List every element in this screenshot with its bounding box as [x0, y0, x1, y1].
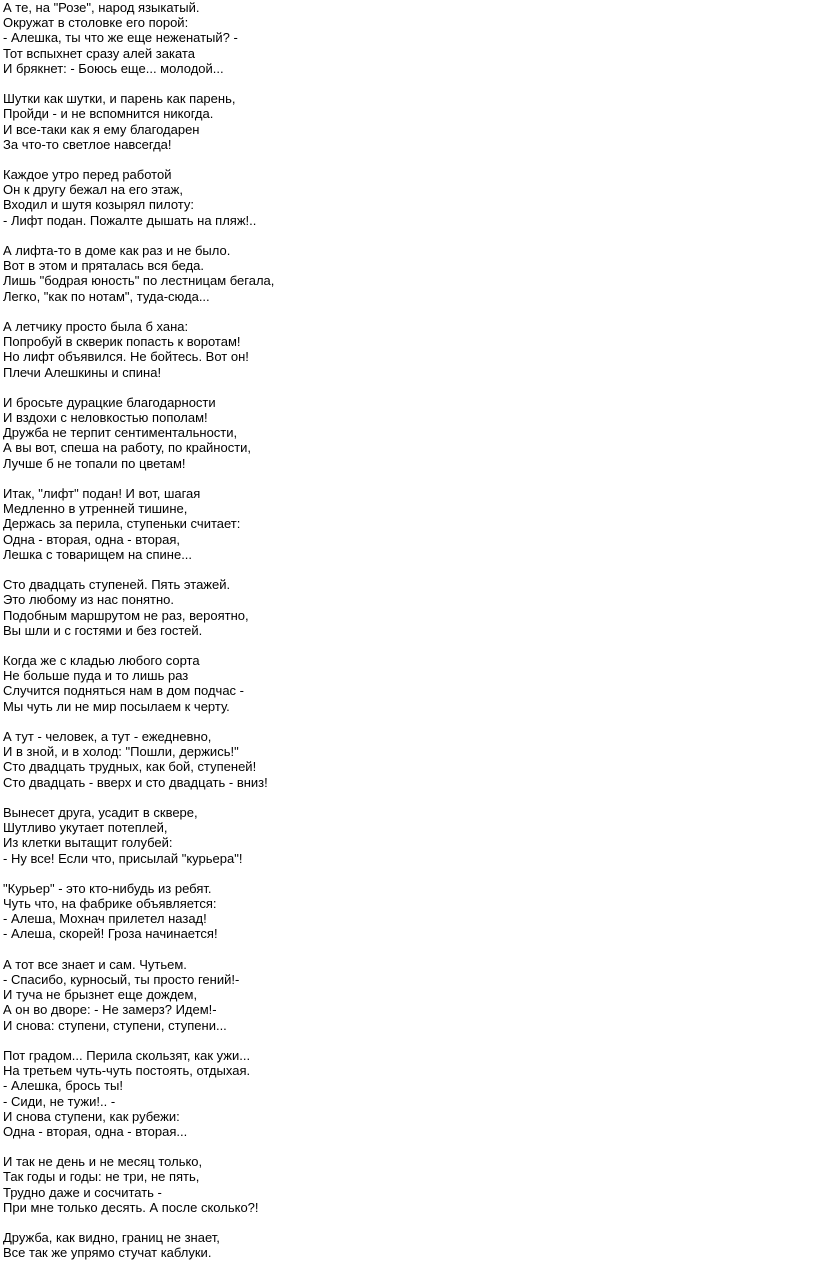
poem-line: Держась за перила, ступеньки считает: — [3, 516, 241, 532]
poem-stanza — [3, 957, 816, 1033]
poem-line: - Алеша, скорей! Гроза начинается! — [3, 926, 218, 942]
poem-stanza — [3, 653, 816, 714]
poem-line: Шутки как шутки, и парень как парень, — [3, 91, 236, 107]
poem-stanza — [3, 1230, 816, 1260]
poem-line: И вздохи с неловкостью пополам! — [3, 410, 208, 426]
poem-line: Одна - вторая, одна - вторая, — [3, 531, 181, 547]
poem-line: Легко, "как по нотам", туда-сюда... — [3, 288, 210, 304]
poem-line: И снова: ступени, ступени, ступени... — [3, 1017, 227, 1033]
poem-line: Трудно даже и сосчитать - — [3, 1184, 162, 1200]
poem-line: Это любому из нас понятно. — [3, 592, 175, 608]
poem-line: А те, на "Розе", народ языкатый. — [3, 0, 200, 15]
poem-line: Окружат в столовке его порой: — [3, 15, 189, 31]
poem-stanza — [3, 395, 816, 471]
poem-line: Сто двадцать - вверх и сто двадцать - вниз! — [3, 774, 268, 790]
poem-line: - Спасибо, курносый, ты просто гений!- — [3, 972, 240, 987]
poem-line: Медленно в утренней тишине, — [3, 501, 188, 517]
poem-stanza — [3, 805, 816, 866]
poem-line: И брякнет: - Боюсь еще... молодой... — [3, 60, 224, 76]
poem-line: Он к другу бежал на его этаж, — [3, 182, 183, 198]
poem-line: Все так же упрямо стучат каблуки. — [3, 1245, 212, 1261]
poem-line: Из клетки вытащит голубей: — [3, 835, 173, 851]
poem-stanza — [3, 0, 816, 76]
poem-line: А тут - человек, а тут - ежедневно, — [3, 729, 212, 744]
poem-line: Одна - вторая, одна - вторая... — [3, 1123, 188, 1139]
poem-line: Дружба не терпит сентиментальности, — [3, 425, 238, 441]
poem-stanza — [3, 91, 816, 152]
poem-line: И все-таки как я ему благодарен — [3, 121, 200, 137]
poem-line: Входил и шутя козырял пилоту: — [3, 197, 195, 213]
poem-line: Когда же с кладью любого сорта — [3, 653, 200, 669]
poem-line: Сто двадцать трудных, как бой, ступеней! — [3, 759, 257, 775]
poem-stanza — [3, 486, 816, 562]
poem-stanza — [3, 1154, 816, 1215]
poem-stanza — [3, 167, 816, 228]
poem-line: А летчику просто была б хана: — [3, 318, 189, 334]
poem-line: Вы шли и с гостями и без гостей. — [3, 622, 203, 638]
poem-line: На третьем чуть-чуть постоять, отдыхая. — [3, 1063, 251, 1079]
poem-stanza — [3, 577, 816, 638]
poem-line: При мне только десять. А после сколько?! — [3, 1199, 259, 1215]
poem-line: И так не день и не месяц только, — [3, 1154, 203, 1170]
poem-line: - Сиди, не тужи!.. - — [3, 1093, 116, 1109]
poem-line: А он во дворе: - Не замерз? Идем!- — [3, 1002, 217, 1018]
poem-line: Пот градом... Перила скользят, как ужи... — [3, 1047, 251, 1063]
poem-line: Так годы и годы: не три, не пять, — [3, 1169, 200, 1185]
poem-line: А лифта-то в доме как раз и не было. — [3, 243, 231, 258]
poem-line: Вынесет друга, усадит в сквере, — [3, 804, 198, 820]
poem-stanza — [3, 729, 816, 790]
poem-line: "Курьер" - это кто-нибудь из ребят. — [3, 880, 212, 896]
poem-line: И туча не брызнет еще дождем, — [3, 987, 198, 1003]
poem-line: - Алешка, ты что же еще неженатый? - — [3, 30, 238, 46]
poem-line: Пройди - и не вспомнится никогда. — [3, 106, 214, 122]
poem-stanza — [3, 881, 816, 942]
poem-line: Сто двадцать ступеней. Пять этажей. — [3, 577, 231, 593]
poem-line: Лешка с товарищем на спине... — [3, 546, 193, 562]
poem-line: Чуть что, на фабрике объявляется: — [3, 896, 217, 912]
poem-line: - Алешка, брось ты! — [3, 1078, 123, 1094]
poem-line: И бросьте дурацкие благодарности — [3, 394, 216, 410]
poem-line: Каждое утро перед работой — [3, 167, 172, 183]
poem-line: Дружба, как видно, границ не знает, — [3, 1230, 220, 1246]
poem-line: А тот все знает и сам. Чутьем. — [3, 956, 187, 972]
poem-stanza — [3, 243, 816, 304]
poem-line: Вот в этом и пряталась вся беда. — [3, 258, 204, 274]
poem-line: Шутливо укутает потеплей, — [3, 820, 168, 836]
poem-line: Итак, "лифт" подан! И вот, шагая — [3, 486, 201, 501]
poem-line: Подобным маршрутом не раз, вероятно, — [3, 607, 249, 623]
poem-line: Плечи Алешкины и спина! — [3, 364, 162, 380]
poem-line: И снова ступени, как рубежи: — [3, 1108, 180, 1124]
poem-line: Лучше б не топали по цветам! — [3, 455, 186, 471]
poem-line: Тот вспыхнет сразу алей заката — [3, 45, 195, 61]
poem-line: Случится подняться нам в дом подчас - — [3, 683, 244, 699]
poem-line: А вы вот, спеша на работу, по крайности, — [3, 440, 252, 456]
poem-line: Но лифт объявился. Не бойтесь. Вот он! — [3, 349, 249, 365]
poem-stanza — [3, 319, 816, 380]
poem-line: - Алеша, Мохнач прилетел назад! — [3, 911, 207, 927]
poem-line: - Лифт подан. Пожалте дышать на пляж!.. — [3, 212, 257, 228]
poem-line: Попробуй в скверик попасть к воротам! — [3, 334, 241, 350]
poem-line: - Ну все! Если что, присылай "курьера"! — [3, 850, 243, 866]
poem-line: За что-то светлое навсегда! — [3, 136, 172, 152]
poem-line: Не больше пуда и то лишь раз — [3, 668, 189, 684]
poem-line: Лишь "бодрая юность" по лестницам бегала, — [3, 273, 275, 289]
poem-stanza — [3, 1048, 816, 1139]
poem-line: И в зной, и в холод: "Пошли, держись!" — [3, 744, 239, 760]
poem-line: Мы чуть ли не мир посылаем к черту. — [3, 698, 230, 714]
